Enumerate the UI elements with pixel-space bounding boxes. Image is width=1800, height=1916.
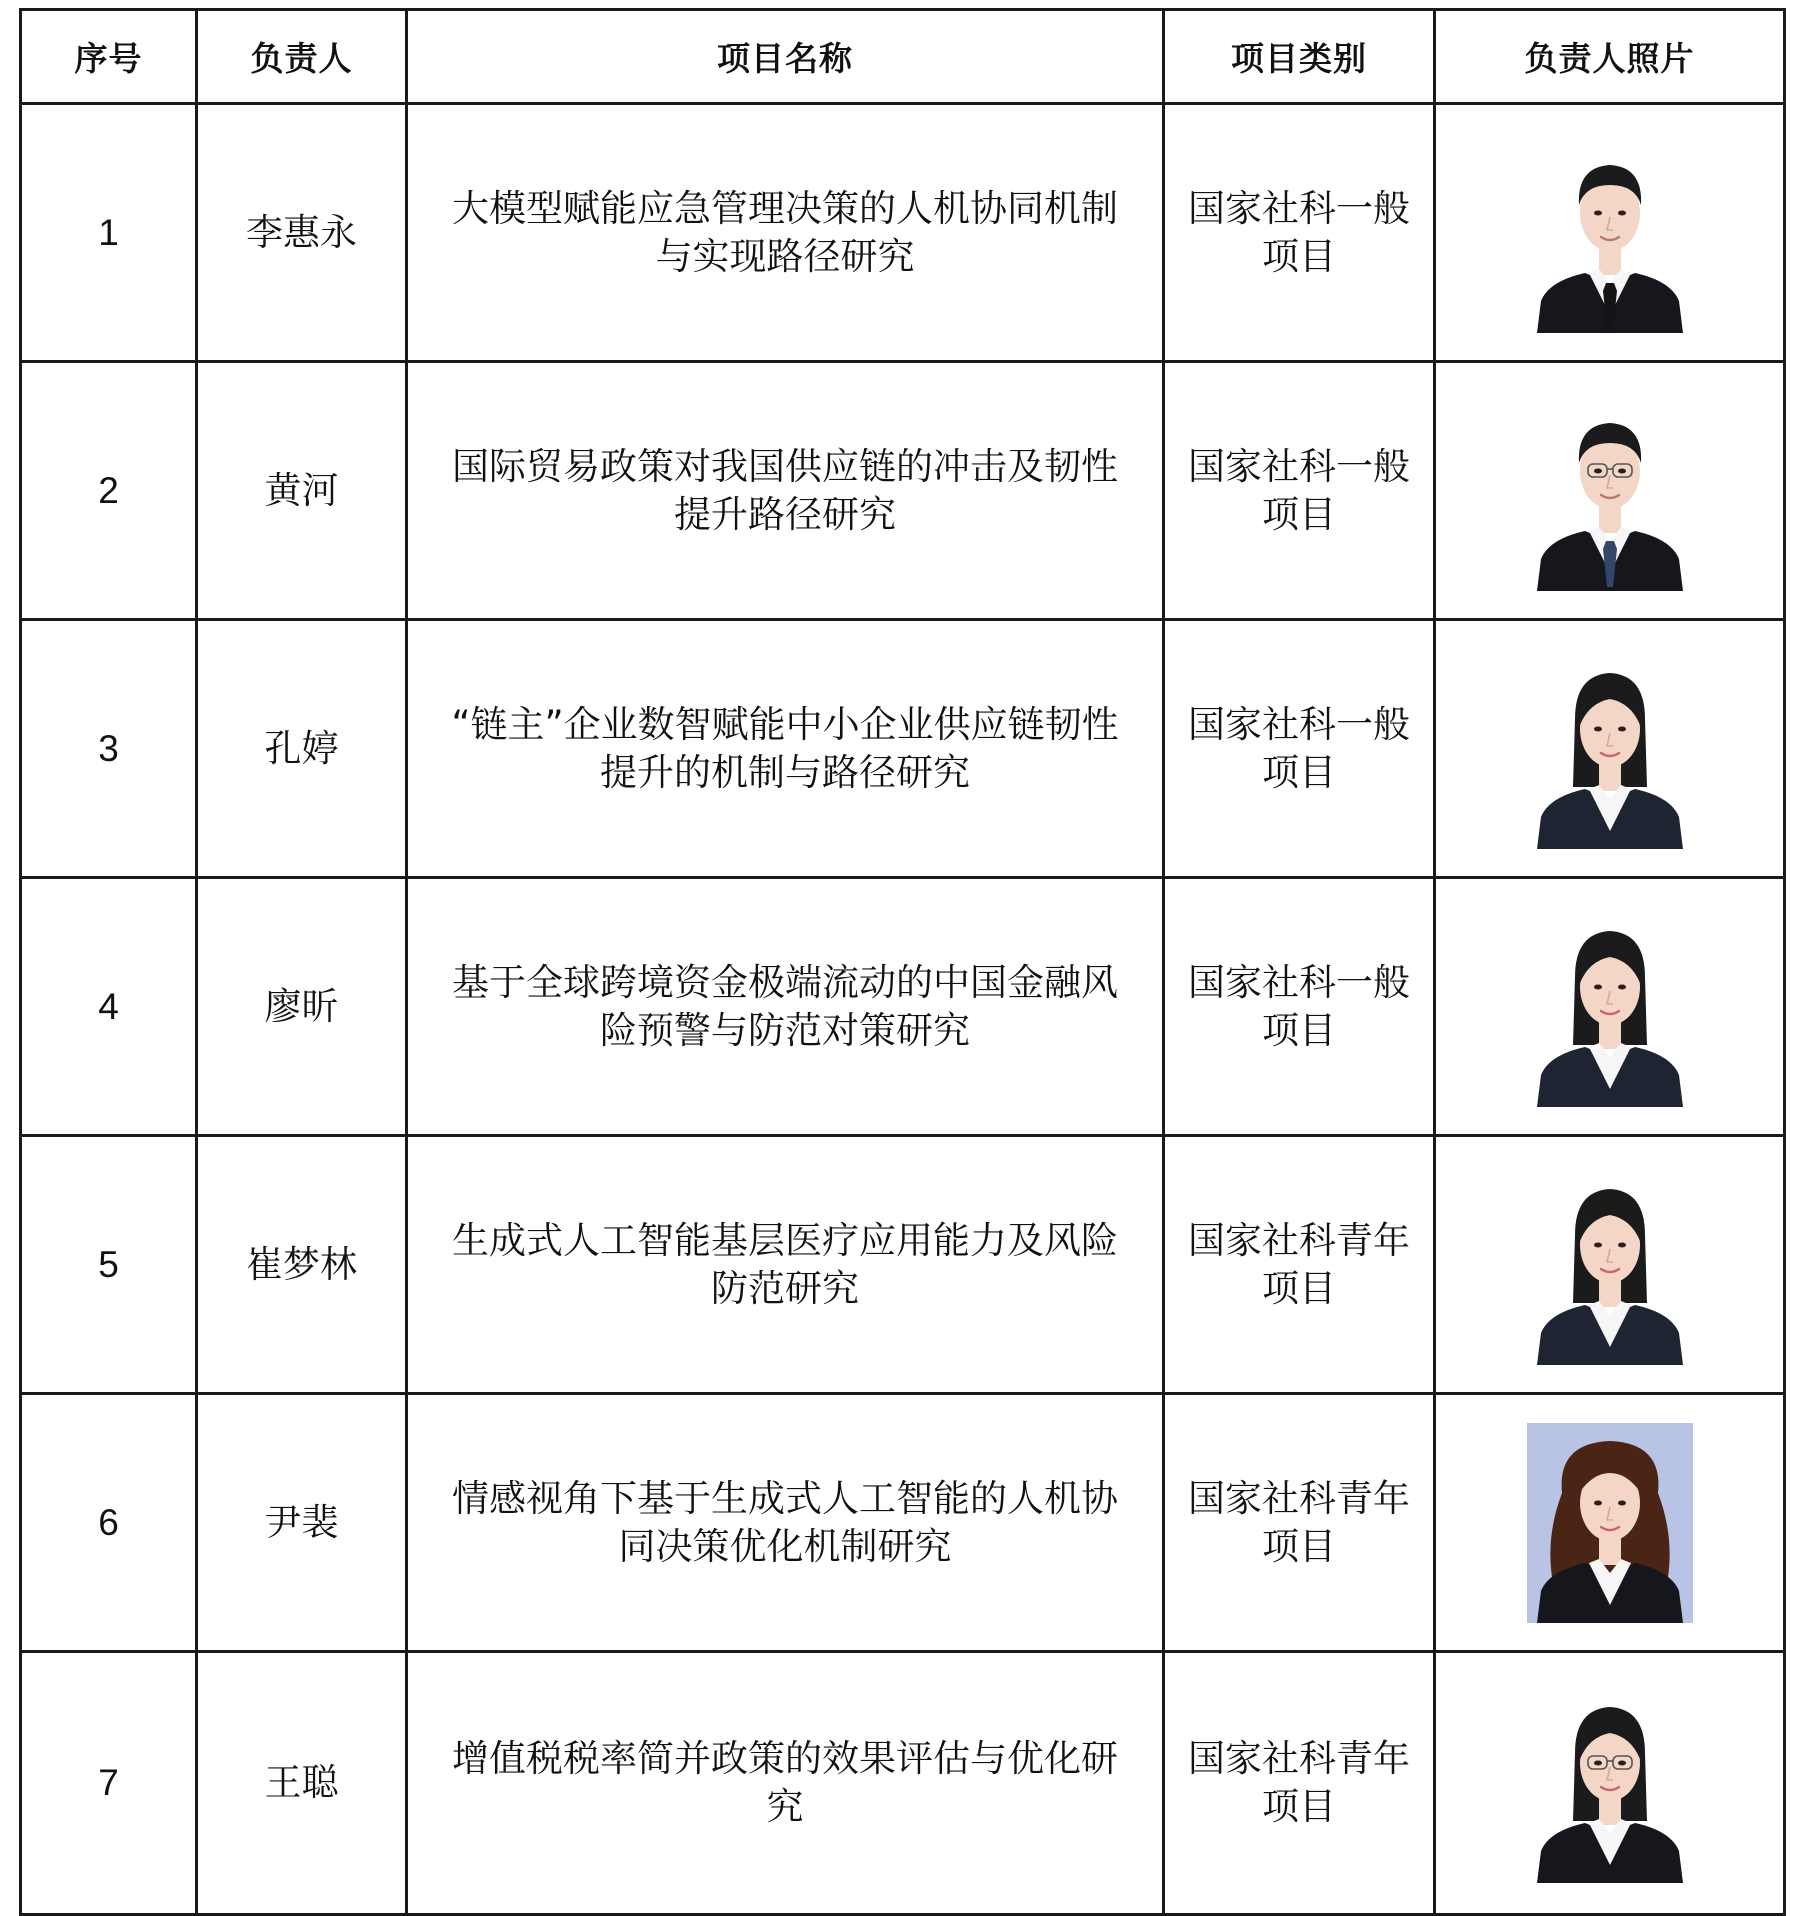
project-title xyxy=(407,104,1164,362)
project-category xyxy=(1164,1394,1435,1652)
project-title xyxy=(407,878,1164,1136)
leader-name-text: 廖昕 xyxy=(264,984,339,1028)
row-number-text: 3 xyxy=(98,727,119,769)
project-title-text: 生成式人工智能基层医疗应用能力及风险防范研究 xyxy=(452,1218,1118,1310)
project-category xyxy=(1164,620,1435,878)
project-category-text: 国家社科一般项目 xyxy=(1188,444,1410,536)
leader-name-text: 李惠永 xyxy=(246,210,357,254)
row-number xyxy=(21,1136,197,1394)
portrait-male-glasses-icon xyxy=(1527,391,1693,591)
header-category: 项目类别 xyxy=(1164,10,1435,104)
project-category xyxy=(1164,878,1435,1136)
row-number xyxy=(21,362,197,620)
leader-name xyxy=(197,104,407,362)
leader-photo xyxy=(1435,1394,1785,1652)
row-number-text: 6 xyxy=(98,1501,119,1543)
row-number xyxy=(21,620,197,878)
leader-photo xyxy=(1435,878,1785,1136)
header-no: 序号 xyxy=(21,10,197,104)
project-category-text: 国家社科青年项目 xyxy=(1188,1737,1410,1828)
project-title-text: 基于全球跨境资金极端流动的中国金融风险预警与防范对策研究 xyxy=(452,960,1118,1052)
leader-photo xyxy=(1435,104,1785,362)
leader-photo xyxy=(1435,1136,1785,1394)
leader-photo xyxy=(1435,620,1785,878)
projects-table xyxy=(19,8,1786,1916)
table-row xyxy=(21,104,1785,362)
row-number-text: 7 xyxy=(98,1762,119,1803)
project-category-text: 国家社科一般项目 xyxy=(1188,186,1410,278)
leader-photo xyxy=(1435,1652,1785,1915)
project-title-text: 情感视角下基于生成式人工智能的人机协同决策优化机制研究 xyxy=(452,1476,1118,1568)
header-photo: 负责人照片 xyxy=(1435,10,1785,104)
portrait-female-glasses-icon xyxy=(1527,1683,1693,1883)
header-title: 项目名称 xyxy=(407,10,1164,104)
project-category-text: 国家社科青年项目 xyxy=(1188,1218,1410,1310)
row-number xyxy=(21,1394,197,1652)
row-number-text: 4 xyxy=(98,985,119,1027)
leader-name xyxy=(197,620,407,878)
leader-name xyxy=(197,1652,407,1915)
row-number-text: 2 xyxy=(98,469,119,511)
row-number xyxy=(21,1652,197,1915)
portrait-female-icon xyxy=(1527,649,1693,849)
project-title xyxy=(407,620,1164,878)
leader-name xyxy=(197,1136,407,1394)
project-title xyxy=(407,1136,1164,1394)
project-title xyxy=(407,1394,1164,1652)
row-number xyxy=(21,878,197,1136)
leader-photo xyxy=(1435,362,1785,620)
table-row xyxy=(21,1394,1785,1652)
project-category-text: 国家社科一般项目 xyxy=(1188,702,1410,794)
header-leader: 负责人 xyxy=(197,10,407,104)
project-category xyxy=(1164,1136,1435,1394)
table-row xyxy=(21,1136,1785,1394)
table-header-row xyxy=(21,10,1785,104)
row-number xyxy=(21,104,197,362)
row-number-text: 1 xyxy=(98,211,119,253)
project-title-text: 国际贸易政策对我国供应链的冲击及韧性提升路径研究 xyxy=(452,444,1118,536)
portrait-female-curly-icon xyxy=(1527,1423,1693,1623)
portrait-female-icon xyxy=(1527,907,1693,1107)
table-row xyxy=(21,620,1785,878)
leader-name xyxy=(197,878,407,1136)
project-category-text: 国家社科青年项目 xyxy=(1188,1476,1410,1568)
project-category-text: 国家社科一般项目 xyxy=(1188,960,1410,1052)
row-number-text: 5 xyxy=(98,1243,119,1285)
table-row xyxy=(21,878,1785,1136)
portrait-female-icon xyxy=(1527,1165,1693,1365)
project-category xyxy=(1164,362,1435,620)
leader-name-text: 孔婷 xyxy=(264,726,339,770)
table-row xyxy=(21,362,1785,620)
leader-name xyxy=(197,362,407,620)
project-category xyxy=(1164,104,1435,362)
project-title-text: “链主”企业数智赋能中小企业供应链韧性提升的机制与路径研究 xyxy=(451,702,1119,794)
portrait-male-icon xyxy=(1527,133,1693,333)
leader-name-text: 黄河 xyxy=(264,468,339,512)
leader-name-text: 尹裴 xyxy=(264,1500,339,1544)
project-title-text: 增值税税率简并政策的效果评估与优化研究 xyxy=(452,1737,1118,1828)
leader-name-text: 崔梦林 xyxy=(246,1242,357,1286)
project-title xyxy=(407,362,1164,620)
project-category xyxy=(1164,1652,1435,1915)
leader-name-text: 王聪 xyxy=(264,1761,339,1804)
project-title-text: 大模型赋能应急管理决策的人机协同机制与实现路径研究 xyxy=(452,186,1118,278)
table-row xyxy=(21,1652,1785,1915)
project-title xyxy=(407,1652,1164,1915)
leader-name xyxy=(197,1394,407,1652)
